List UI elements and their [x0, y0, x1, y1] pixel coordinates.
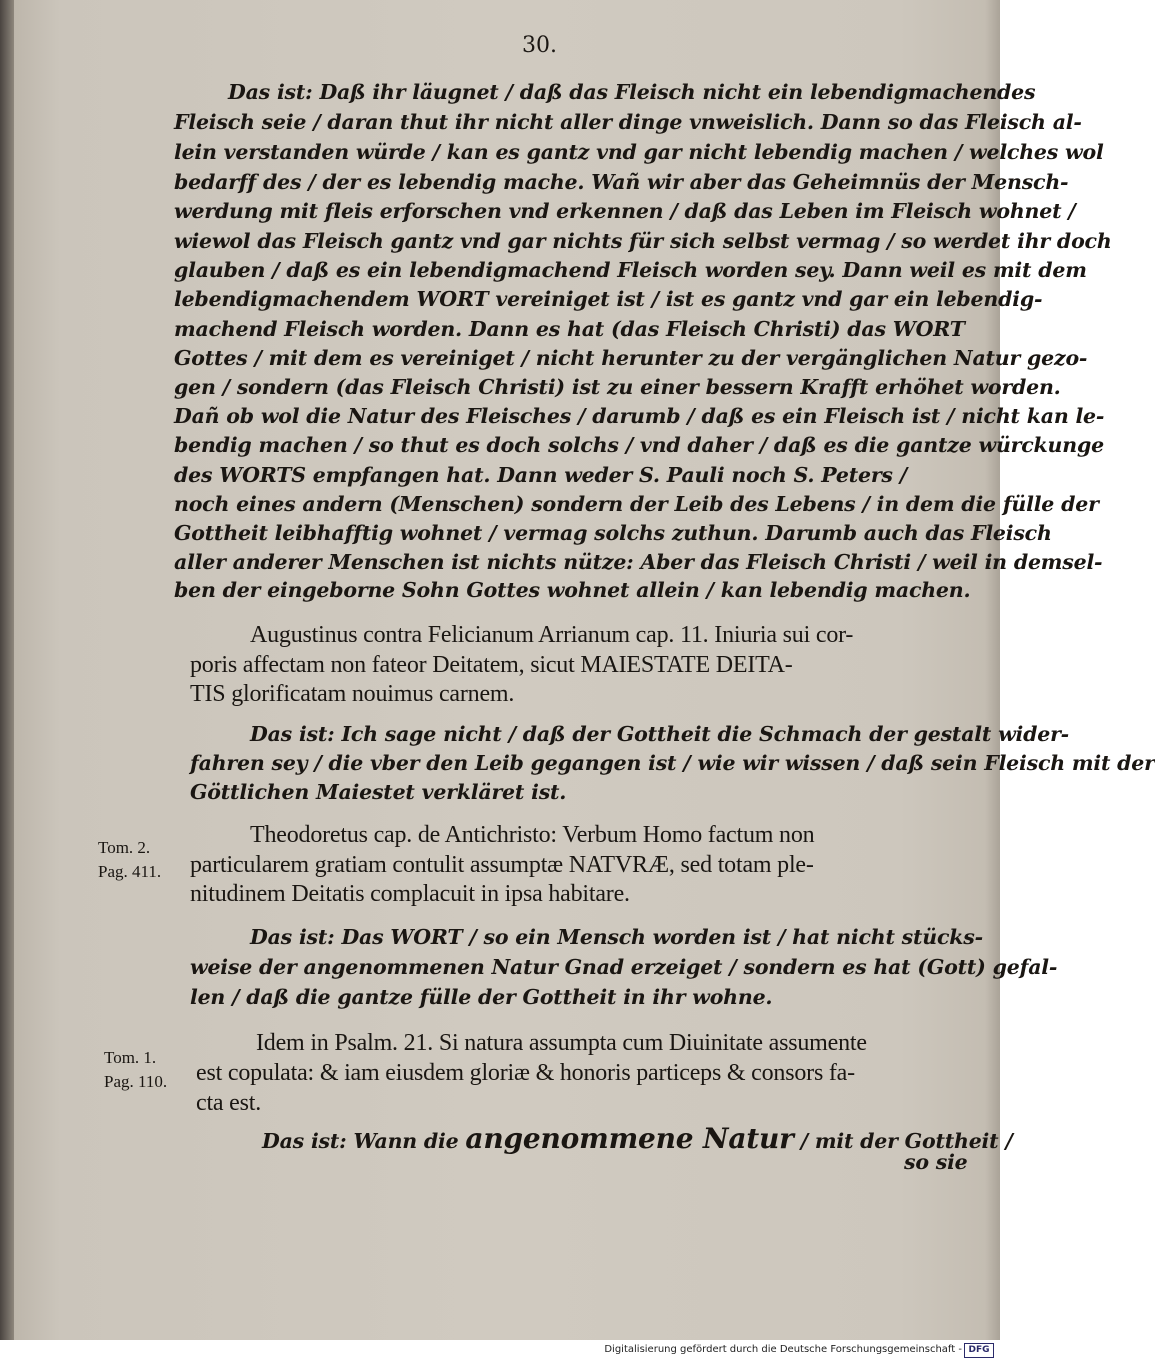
- translation-suffix: / mit der Gottheit /: [800, 1129, 1013, 1153]
- latin-quote-line: est copulata: & iam eiusdem gloriæ & honoris particeps & consors fa-: [196, 1060, 855, 1086]
- digitization-footer: [0, 1340, 1000, 1361]
- margin-reference: Tom. 1.: [104, 1048, 157, 1067]
- catchword: so sie: [904, 1150, 968, 1174]
- body-line: Das ist: Daß ihr läugnet / daß das Fleisch nicht ein lebendigmachendes: [228, 80, 1036, 104]
- body-line: Dañ ob wol die Natur des Fleisches / darumb / daß es ein Fleisch ist / nicht kan le-: [174, 404, 1105, 428]
- translation-line: Das ist: Ich sage nicht / daß der Gottheit die Schmach der gestalt wider-: [250, 722, 1069, 746]
- page-number: 30.: [522, 33, 557, 58]
- body-line: gen / sondern (das Fleisch Christi) ist zu einer bessern Krafft erhöhet worden.: [174, 375, 1061, 399]
- latin-quote-line: nitudinem Deitatis complacuit in ipsa habitare.: [190, 881, 630, 907]
- funding-credit: Digitalisierung gefördert durch die Deutsche Forschungsgemeinschaft -: [604, 1344, 962, 1355]
- translation-line: len / daß die gantze fülle der Gottheit in ihr wohne.: [190, 985, 773, 1009]
- body-line: glauben / daß es ein lebendigmachend Fleisch worden sey. Dann weil es mit dem: [174, 258, 1087, 282]
- body-line: bendig machen / so thut es doch solchs / vnd daher / daß es die gantze würckunge: [174, 433, 1104, 457]
- latin-quote-line: particularem gratiam contulit assumptæ NATVRÆ, sed totam ple-: [190, 852, 814, 878]
- book-gutter-edge: [0, 0, 14, 1340]
- body-line: bedarff des / der es lebendig mache. Wañ wir aber das Geheimnüs der Mensch-: [174, 170, 1069, 194]
- latin-quote-line: cta est.: [196, 1090, 262, 1116]
- translation-line: Das ist: Das WORT / so ein Mensch worden ist / hat nicht stücks-: [250, 925, 983, 949]
- body-line: Gottheit leibhafftig wohnet / vermag solchs zuthun. Darumb auch das Fleisch: [174, 521, 1052, 545]
- body-line: machend Fleisch worden. Dann es hat (das Fleisch Christi) das WORT: [174, 317, 965, 341]
- latin-quote-line: poris affectam non fateor Deitatem, sicut MAIESTATE DEITA-: [190, 652, 793, 678]
- body-line: lein verstanden würde / kan es gantz vnd gar nicht lebendig machen / welches wol: [174, 140, 1104, 164]
- body-line: Gottes / mit dem es vereiniget / nicht herunter zu der vergänglichen Natur gezo-: [174, 346, 1088, 370]
- body-line: Fleisch seie / daran thut ihr nicht aller dinge vnweislich. Dann so das Fleisch al-: [174, 110, 1082, 134]
- translation-line: weise der angenommenen Natur Gnad erzeiget / sondern es hat (Gott) gefal-: [190, 955, 1058, 979]
- translation-line: [262, 1122, 1013, 1155]
- body-line: werdung mit fleis erforschen vnd erkennen / daß das Leben im Fleisch wohnet /: [174, 199, 1076, 223]
- dfg-logo: DFG: [964, 1343, 994, 1358]
- translation-line: Göttlichen Maiestet verkläret ist.: [190, 780, 567, 804]
- body-line: noch eines andern (Menschen) sondern der Leib des Lebens / in dem die fülle der: [174, 492, 1099, 516]
- latin-quote-line: Theodoretus cap. de Antichristo: Verbum Homo factum non: [250, 822, 815, 848]
- latin-quote-line: Idem in Psalm. 21. Si natura assumpta cum Diuinitate assumente: [256, 1030, 867, 1056]
- latin-quote-line: TIS glorificatam nouimus carnem.: [190, 681, 515, 707]
- body-line: wiewol das Fleisch gantz vnd gar nichts für sich selbst vermag / so werdet ihr doch: [174, 229, 1112, 253]
- margin-reference: Pag. 110.: [104, 1072, 168, 1091]
- body-line: des WORTS empfangen hat. Dann weder S. Pauli noch S. Peters /: [174, 463, 907, 487]
- margin-reference: Tom. 2.: [98, 838, 151, 857]
- margin-reference: Pag. 411.: [98, 862, 162, 881]
- latin-quote-line: Augustinus contra Felicianum Arrianum cap. 11. Iniuria sui cor-: [250, 622, 854, 648]
- body-line: aller anderer Menschen ist nichts nütze: Aber das Fleisch Christi / weil in demsel-: [174, 550, 1103, 574]
- body-line: ben der eingeborne Sohn Gottes wohnet allein / kan lebendig machen.: [174, 578, 971, 602]
- emphasised-phrase: angenommene Natur: [465, 1122, 794, 1155]
- translation-prefix: Das ist: Wann die: [262, 1129, 459, 1153]
- body-line: lebendigmachendem WORT vereiniget ist / ist es gantz vnd gar ein lebendig-: [174, 287, 1043, 311]
- translation-line: fahren sey / die vber den Leib gegangen ist / wie wir wissen / daß sein Fleisch mit der: [190, 751, 1155, 775]
